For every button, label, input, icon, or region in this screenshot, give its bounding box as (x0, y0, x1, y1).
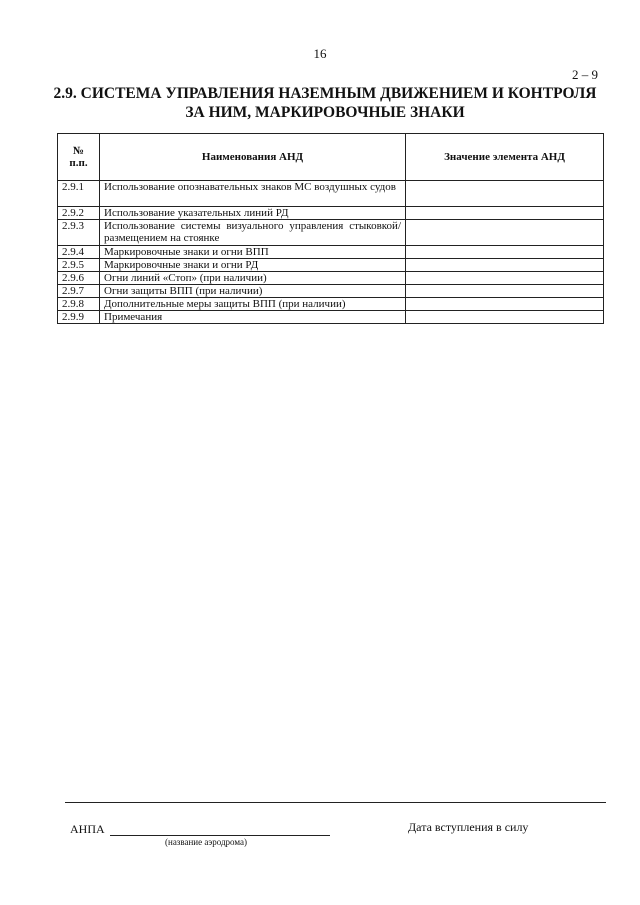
row-value-cell[interactable] (406, 207, 604, 220)
row-value-cell[interactable] (406, 181, 604, 207)
table-row (58, 298, 604, 311)
row-value-cell[interactable] (406, 298, 604, 311)
effective-date-label: Дата вступления в силу (408, 820, 529, 834)
table-row (58, 220, 604, 246)
column-header-number: № п.п. (58, 134, 100, 181)
row-number: 2.9.2 (58, 207, 100, 220)
row-value-cell[interactable] (406, 220, 604, 246)
page-number: 16 (313, 46, 327, 61)
row-number: 2.9.4 (58, 246, 100, 259)
row-name: Огни линий «Стоп» (при наличии) (100, 272, 406, 285)
section-title: 2.9. СИСТЕМА УПРАВЛЕНИЯ НАЗЕМНЫМ ДВИЖЕНИЕМ И КОНТРОЛЯ ЗА НИМ, МАРКИРОВОЧНЫЕ ЗНАКИ (53, 85, 597, 121)
row-name: Использование системы визуального управления стыковкой/размещением на стоянке (100, 220, 406, 246)
row-value-cell[interactable] (406, 285, 604, 298)
and-table (57, 133, 604, 324)
row-number: 2.9.1 (58, 181, 100, 207)
aerodrome-caption: (название аэродрома) (165, 837, 247, 847)
row-number: 2.9.8 (58, 298, 100, 311)
table-row (58, 246, 604, 259)
row-number: 2.9.7 (58, 285, 100, 298)
table-row (58, 272, 604, 285)
row-value-cell[interactable] (406, 311, 604, 324)
row-number: 2.9.3 (58, 220, 100, 246)
column-header-value: Значение элемента АНД (406, 134, 604, 181)
table-row (58, 285, 604, 298)
row-name: Маркировочные знаки и огни ВПП (100, 246, 406, 259)
table-row (58, 259, 604, 272)
section-code: 2 – 9 (572, 67, 598, 82)
column-header-name: Наименования АНД (100, 134, 406, 181)
row-value-cell[interactable] (406, 272, 604, 285)
table-row (58, 181, 604, 207)
row-number: 2.9.6 (58, 272, 100, 285)
footer-divider (65, 802, 606, 803)
row-name: Дополнительные меры защиты ВПП (при наличии) (100, 298, 406, 311)
row-value-cell[interactable] (406, 246, 604, 259)
anpa-label: АНПА (70, 822, 105, 836)
row-value-cell[interactable] (406, 259, 604, 272)
table-row (58, 207, 604, 220)
row-name: Примечания (100, 311, 406, 324)
table-header-row (58, 134, 604, 181)
row-name: Использование опознавательных знаков МС воздушных судов (100, 181, 406, 207)
row-name: Маркировочные знаки и огни РД (100, 259, 406, 272)
row-number: 2.9.5 (58, 259, 100, 272)
aerodrome-name-field[interactable] (110, 835, 330, 836)
table-row (58, 311, 604, 324)
row-name: Огни защиты ВПП (при наличии) (100, 285, 406, 298)
row-name: Использование указательных линий РД (100, 207, 406, 220)
row-number: 2.9.9 (58, 311, 100, 324)
